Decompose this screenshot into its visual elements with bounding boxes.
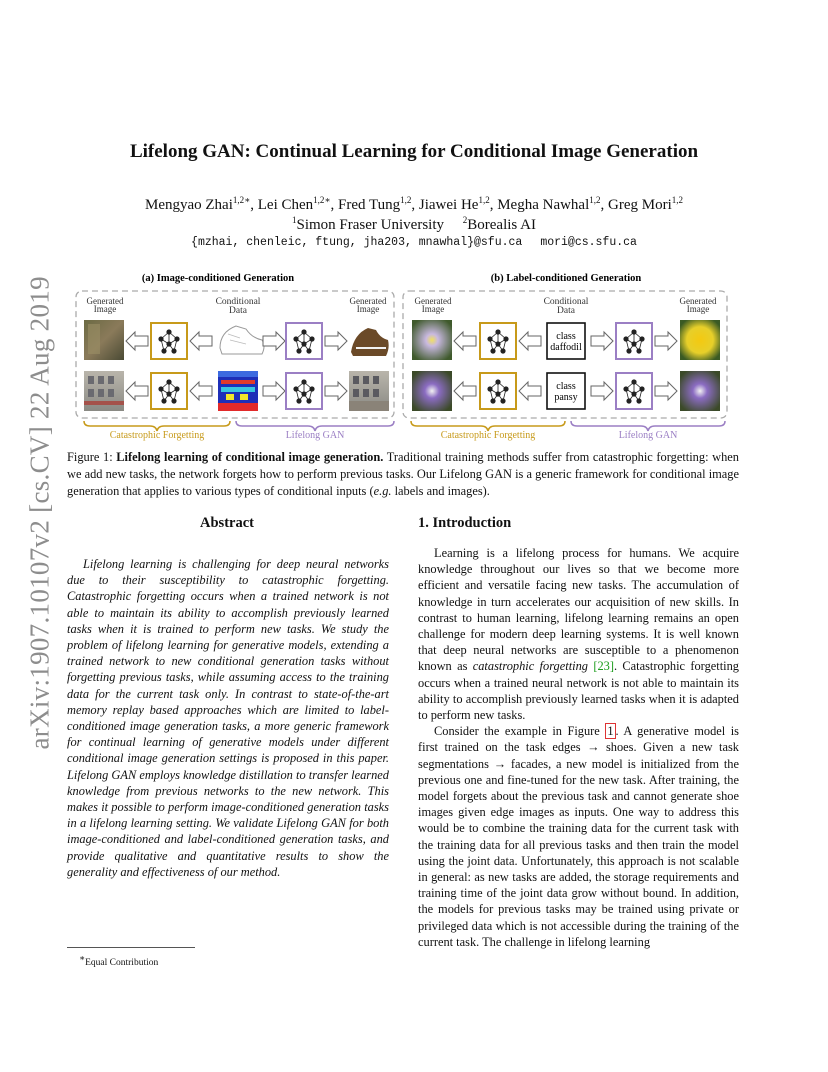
author: Mengyao Zhai: [144, 197, 233, 213]
figure-caption: Figure 1: Lifelong learning of conditional image generation. Traditional training methods suffer from catastrophic forgetting: when we add new tasks, the network forgets how to perform previous tasks. Our Lifelong GAN is a generic framework for conditional image generation that applies to various types of conditional inputs (e.g. labels and images).: [67, 450, 739, 498]
intro-text: [418, 545, 739, 950]
author: Fred Tung: [338, 197, 401, 213]
author-list: Mengyao Zhai$^{1,2∗}$, Lei Chen$^{1,2∗}$, Fred Tung$^{1,2}$, Jiawei He$^{1,2}$, Megha Nawhal$^{1,2}$, Greg Mori$^{1,2}$: [144, 195, 684, 213]
generated-flower-image-new: [680, 320, 720, 360]
author: Megha Nawhal: [497, 197, 590, 213]
paragraph: Learning is a lifelong process for humans. We acquire knowledge throughout our lives so that we become more efficient and versatile facing new tasks. The accumulation of knowledge in turn accelerates our acquisition of new skills. In contrast to human learning, lifelong learning remains an open challenge for modern deep learning systems. It is well known that deep neural networks are susceptible to a phenomenon known as catastrophic forgetting [23]. Catastrophic forgetting occurs when a trained neural network is not able to maintain its ability to accomplish previously learned tasks when it is adapted to perform new tasks.: [418, 546, 739, 723]
affiliation: Simon Fraser University: [296, 217, 444, 233]
panel-a-title: (a) Image-conditioned Generation: [141, 273, 295, 284]
lifelong-label: Lifelong GAN: [285, 430, 345, 441]
conditional-data-label: Conditional: [543, 297, 589, 307]
class-label-text: class: [556, 381, 576, 392]
generated-image-label: Image: [686, 304, 710, 314]
affiliation: Borealis AI: [467, 217, 536, 233]
generated-shoe-image-new: [349, 320, 389, 360]
generated-facade-image-old: [84, 371, 124, 411]
section-heading: 1. Introduction: [418, 515, 512, 531]
abstract-heading: Abstract: [200, 515, 254, 531]
class-label-text: pansy: [554, 392, 578, 403]
figure-1: [70, 268, 735, 444]
conditional-data-label: Data: [557, 306, 575, 316]
generated-flower-image-new: [680, 371, 720, 411]
footnote: ∗Equal Contribution: [79, 953, 159, 969]
figure-link[interactable]: 1: [607, 724, 614, 739]
class-label-text: daffodil: [550, 342, 582, 353]
email: mori@cs.sfu.ca: [540, 236, 637, 249]
arxiv-stamp: arXiv:1907.10107v2 [cs.CV] 22 Aug 2019: [24, 276, 55, 750]
catastrophic-label: Catastrophic Forgetting: [440, 430, 536, 441]
conditional-data-label: Data: [229, 306, 247, 316]
generated-image-label: Generated: [679, 296, 717, 306]
generated-flower-image-old: [412, 320, 452, 360]
segmentation-map-image: [218, 371, 258, 411]
email-line: [0, 236, 828, 249]
email: {mzhai, chenleic, ftung, jha203, mnawhal}@sfu.ca: [191, 236, 523, 249]
lifelong-label: Lifelong GAN: [618, 430, 678, 441]
author: Lei Chen: [257, 197, 314, 213]
generated-facade-image-new: [349, 371, 389, 411]
class-label-text: class: [556, 331, 576, 342]
generated-image-label: Generated: [86, 296, 124, 306]
affiliations: $^1$Simon Fraser University $^2$Borealis AI: [292, 215, 536, 233]
author: Jiawei He: [418, 197, 479, 213]
author: Greg Mori: [608, 197, 672, 213]
footnote-rule: [67, 947, 195, 948]
generated-image-label: Generated: [349, 296, 387, 306]
paragraph: Consider the example in Figure 1 . A generative model is first trained on the task edges → shoes. Given a new task segmentations → facades, a new model is initialized from the previous one and fine-tuned for the new task. After training, the model forgets about the previous task and cannot generate shoe images given edge images as inputs. One way to address this would be to combine the training data for the current task with the training data for all previous tasks and then train the model using the joint data. Unfortunately, this approach is not scalable in general: as new tasks are added, the storage requirements and training time of the joint data grow without bound. In addition, the models for previous tasks may be trained using private or privileged data which is not accessible during the training of the current task. The challenge in lifelong learning: [418, 724, 739, 949]
generated-image-label: Generated: [414, 296, 452, 306]
generated-image-label: Image: [356, 304, 380, 314]
paper-title: Lifelong GAN: Continual Learning for Conditional Image Generation: [129, 141, 699, 162]
citation-link[interactable]: [23]: [593, 659, 614, 674]
generated-flower-image-old: [412, 371, 452, 411]
panel-b-title: (b) Label-conditioned Generation: [490, 273, 642, 284]
abstract-text: Lifelong learning is challenging for deep neural networks due to their susceptibility to catastrophic forgetting. Catastrophic forgetting occurs when a trained network is not able to maintain its ability to accomplish previously learned tasks when it is trained to perform new tasks. We study the problem of lifelong learning for generative models, extending a trained network to new conditional generation tasks without forgetting previous tasks, while assuming access to the training data for the current task only. In contrast to state-of-the-art memory replay based approaches which are limited to label-conditioned image generation tasks, a more generic framework for continual learning of generative models under different conditional image generation settings is proposed in this paper. Lifelong GAN employs knowledge distillation to transfer learned knowledge from previous networks to the new network. This makes it possible to perform image-conditioned generation tasks in a lifelong learning setting. We validate Lifelong GAN for both image-conditioned and label-conditioned generation tasks, and provide qualitative and quantitative results to show the generality and effectiveness of our method.: [67, 557, 389, 879]
edge-shoe-image: [220, 326, 264, 354]
generated-image-label: Image: [93, 304, 117, 314]
conditional-data-label: Conditional: [215, 297, 261, 307]
generated-image-label: Image: [421, 304, 445, 314]
catastrophic-label: Catastrophic Forgetting: [109, 430, 205, 441]
